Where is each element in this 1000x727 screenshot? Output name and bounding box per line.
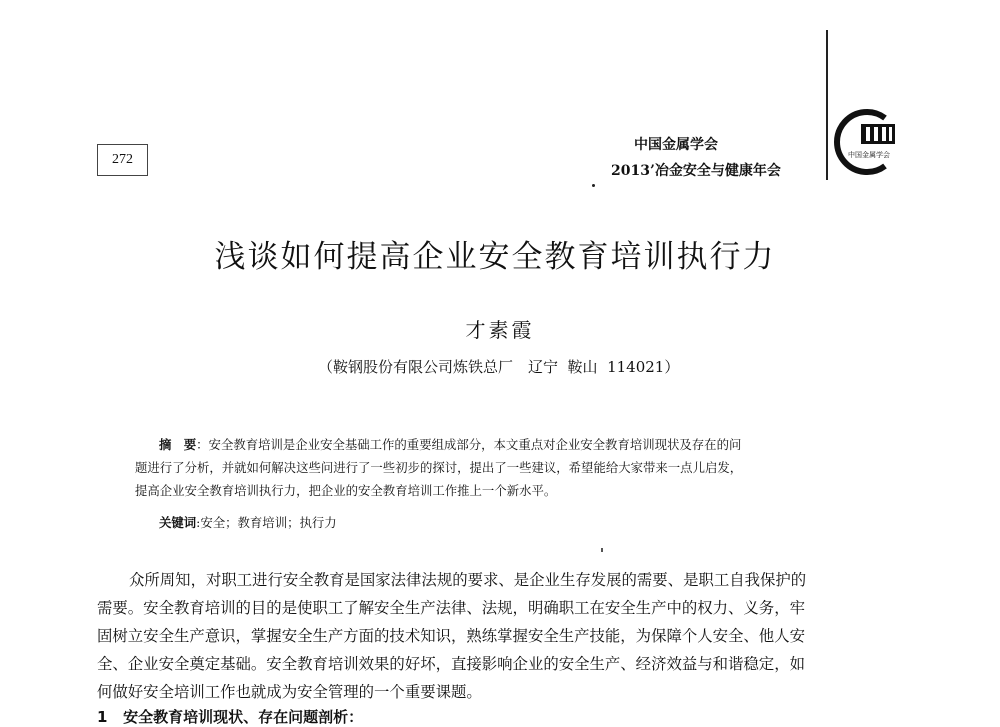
body-line-5: 何做好安全培训工作也就成为安全管理的一个重要课题。	[97, 683, 482, 701]
conference-header	[611, 132, 821, 184]
body-line-3: 固树立安全生产意识，掌握安全生产方面的技术知识，熟练掌握安全生产技能，为保障个人安全、他人安	[97, 627, 805, 645]
page-number-text: 272	[112, 152, 133, 167]
keywords-label: 关键词	[159, 515, 197, 530]
abstract-line-2: 题进行了分析，并就如何解决这些问进行了一些初步的探讨，提出了一些建议，希望能给大家带来一点儿启发，	[135, 460, 743, 475]
abstract-label: 摘 要	[159, 437, 197, 452]
conference-name: 2013’冶金安全与健康年会	[611, 163, 781, 179]
section-heading: 1 安全教育培训现状、存在问题剖析：	[97, 708, 364, 726]
paper-title	[0, 231, 1000, 276]
paper-title-text: 浅谈如何提高企业安全教育培训执行力	[214, 239, 776, 275]
abstract	[135, 433, 870, 502]
csm-logo-icon	[833, 108, 901, 176]
page-number	[97, 144, 148, 176]
society-name: 中国金属学会	[634, 137, 718, 153]
body-line-1: 众所周知，对职工进行安全教育是国家法律法规的要求、是企业生存发展的需要、是职工自我保护的	[129, 571, 807, 589]
keywords-text: :安全；教育培训；执行力	[196, 515, 337, 530]
scan-mark	[601, 548, 603, 552]
logo-graphic	[833, 108, 901, 176]
scan-dot	[592, 184, 595, 187]
abstract-line-1	[135, 433, 870, 456]
logo-text: 中国金属学会	[848, 151, 890, 159]
body-paragraph	[97, 566, 897, 706]
body-line-4: 全、企业安全奠定基础。安全教育培训效果的好坏，直接影响企业的安全生产、经济效益与和谐稳定，如	[97, 655, 805, 673]
keywords	[159, 513, 337, 531]
abstract-line-3: 提高企业安全教育培训执行力，把企业的安全教育培训工作推上一个新水平。	[135, 483, 557, 498]
author-name: 才素霞	[465, 318, 535, 342]
header-divider	[826, 30, 828, 180]
body-line-2: 需要。安全教育培训的目的是使职工了解安全生产法律、法规，明确职工在安全生产中的权力、义务，牢	[97, 599, 805, 617]
abstract-text-1: ：安全教育培训是企业安全基础工作的重要组成部分，本文重点对企业安全教育培训现状及存在的问	[196, 437, 742, 452]
author-affiliation: （鞍钢股份有限公司炼铁总厂 辽宁 鞍山 114021）	[318, 358, 680, 376]
